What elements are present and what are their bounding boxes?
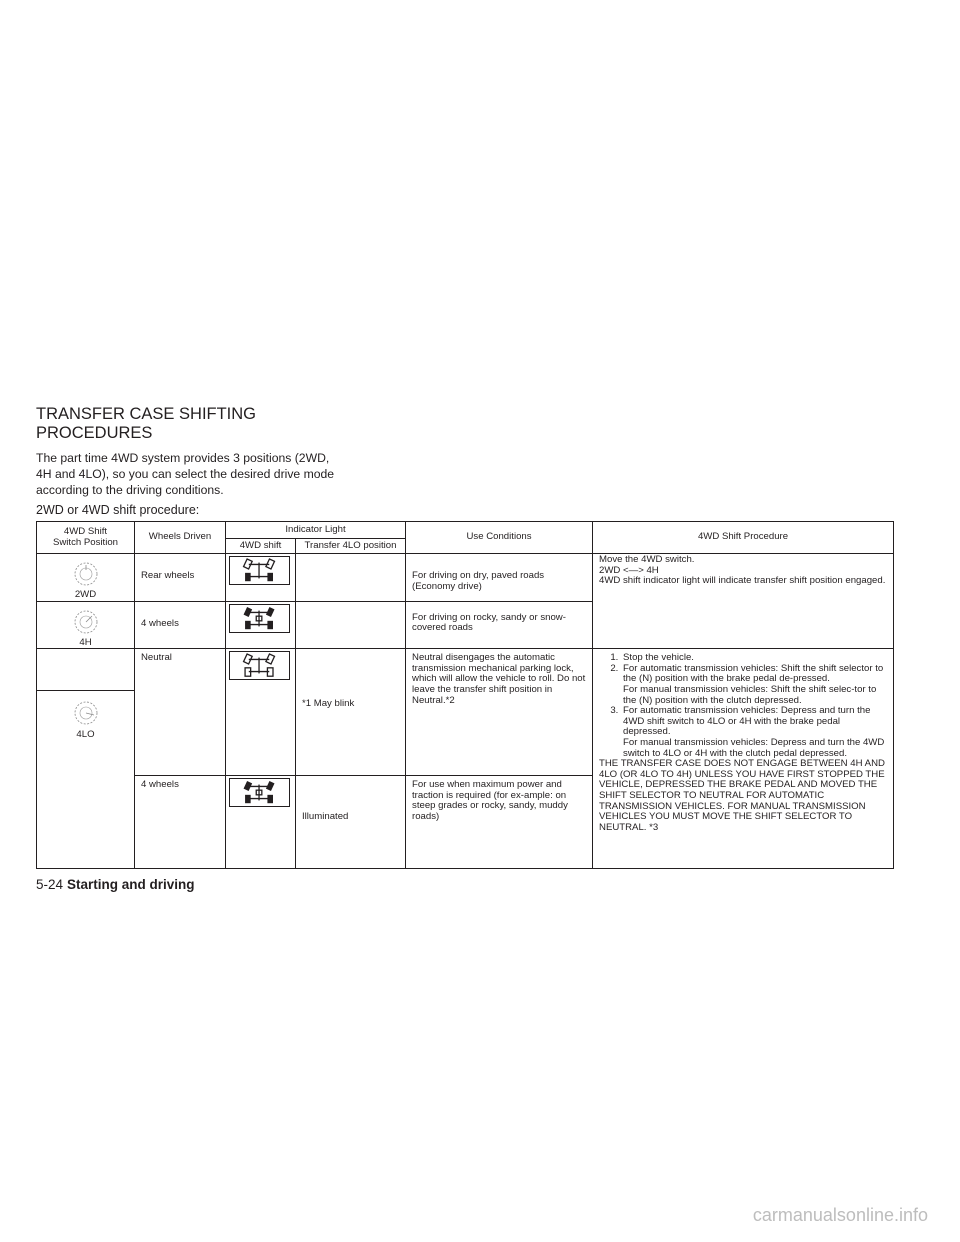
use-conditions-cell: For driving on dry, paved roads (Economy drive) — [406, 554, 593, 602]
procedure-warning: THE TRANSFER CASE DOES NOT ENGAGE BETWEEN 4H AND 4LO (OR 4LO TO 4H) UNLESS YOU HAVE FIRST STOPPED THE VEHICLE, DEPRESSED THE BRAKE PEDAL AND MOVED THE SHIFT SELECTOR TO NEUTRAL FOR AUTOMATIC TRANSMISSION VEHICLES. FOR MANUAL TRANSMISSION VEHICLES YOU MUST MOVE THE SHIFT SELECTOR TO NEUTRAL. *3 — [599, 758, 885, 833]
heading-line-1: TRANSFER CASE SHIFTING — [36, 405, 257, 423]
procedure-line: 2WD <—> 4H — [599, 564, 659, 576]
indicator-4wd-shift-cell — [226, 649, 296, 776]
wheels-driven-cell: Neutral — [135, 649, 226, 776]
position-label: 2WD — [74, 589, 97, 600]
wheels-driven-cell: Rear wheels — [135, 554, 226, 602]
procedure-line: 4WD shift indicator light will indicate transfer shift position engaged. — [599, 575, 886, 587]
position-cell-2wd — [37, 554, 135, 602]
four-wheel-drive-low-indicator-icon — [229, 778, 290, 807]
procedure-cell-2wd-4h — [593, 554, 894, 649]
indicator-transfer-cell — [296, 601, 406, 649]
watermark: carmanualsonline.info — [752, 1205, 928, 1225]
rear-wheel-drive-indicator-icon — [229, 556, 290, 585]
switch-dial-2wd-icon — [73, 561, 99, 587]
table-row — [37, 649, 894, 690]
position-label: 4H — [79, 636, 92, 648]
indicator-transfer-cell: *1 May blink — [296, 649, 406, 776]
indicator-transfer-cell: Illuminated — [296, 776, 406, 869]
wheels-driven-cell: 4 wheels — [135, 601, 226, 649]
procedure-step: 1. Stop the vehicle. — [621, 653, 887, 664]
heading-line-2: PROCEDURES — [36, 424, 153, 442]
indicator-4wd-shift-cell — [226, 776, 296, 869]
position-4lo-label-group — [37, 700, 134, 740]
header-transfer-4lo: Transfer 4LO position — [296, 539, 406, 554]
use-conditions-cell: Neutral disengages the automatic transmission mechanical parking lock, which will allow the vehicle to roll. Do not leave the transfer shift position in Neutral.*2 — [406, 649, 593, 776]
procedure-line: Move the 4WD switch. — [599, 554, 695, 565]
position-cell-4h — [37, 601, 135, 649]
page-number: 5-24 — [36, 877, 64, 892]
section-name: Starting and driving — [67, 877, 195, 892]
page-footer — [36, 877, 195, 893]
header-wheels-driven: Wheels Driven — [135, 522, 226, 554]
header-indicator-light: Indicator Light — [226, 522, 406, 539]
shift-procedure-table — [36, 521, 894, 869]
switch-dial-4lo-icon — [73, 700, 99, 726]
header-use-conditions: Use Conditions — [406, 522, 593, 554]
section-heading — [36, 405, 366, 443]
header-4wd-shift: 4WD shift — [226, 539, 296, 554]
switch-dial-4h-icon — [73, 609, 99, 635]
procedure-cell-4lo — [593, 649, 894, 869]
neutral-indicator-icon — [229, 651, 290, 680]
wheels-driven-cell: 4 wheels — [135, 776, 226, 869]
indicator-4wd-shift-cell — [226, 554, 296, 602]
table-row — [37, 554, 894, 602]
indicator-4wd-shift-cell — [226, 601, 296, 649]
indicator-transfer-cell — [296, 554, 406, 602]
use-conditions-cell: For driving on rocky, sandy or snow-covered roads — [406, 601, 593, 649]
procedure-step: 2. For automatic transmission vehicles: Shift the shift selector to the (N) position with the brake pedal de-pressed. For manual transmission vehicles: Shift the shift selec-tor to the (N) position with the clutch depressed. — [621, 664, 887, 706]
position-divider — [37, 690, 134, 691]
header-procedure: 4WD Shift Procedure — [593, 522, 894, 554]
four-wheel-drive-indicator-icon — [229, 604, 290, 633]
use-conditions-cell: For use when maximum power and traction is required (for ex-ample: on steep grades or rocky, sandy, muddy roads) — [406, 776, 593, 869]
intro-paragraph: The part time 4WD system provides 3 positions (2WD, 4H and 4LO), so you can select the desired drive mode according to the driving conditions. — [36, 451, 335, 497]
procedure-step: 3. For automatic transmission vehicles: Depress and turn the 4WD shift switch to 4LO or 4H with the brake pedal depressed. For manual transmission vehicles: Depress and turn the 4WD switch to 4LO or 4H with the clutch pedal depressed. — [621, 706, 887, 759]
procedure-steps — [599, 653, 887, 759]
header-switch-position: 4WD Shift Switch Position — [37, 522, 135, 554]
table-header-row — [37, 522, 894, 539]
subheading: 2WD or 4WD shift procedure: — [36, 503, 200, 517]
position-cell-4lo — [37, 649, 135, 869]
position-label: 4LO — [76, 729, 95, 740]
